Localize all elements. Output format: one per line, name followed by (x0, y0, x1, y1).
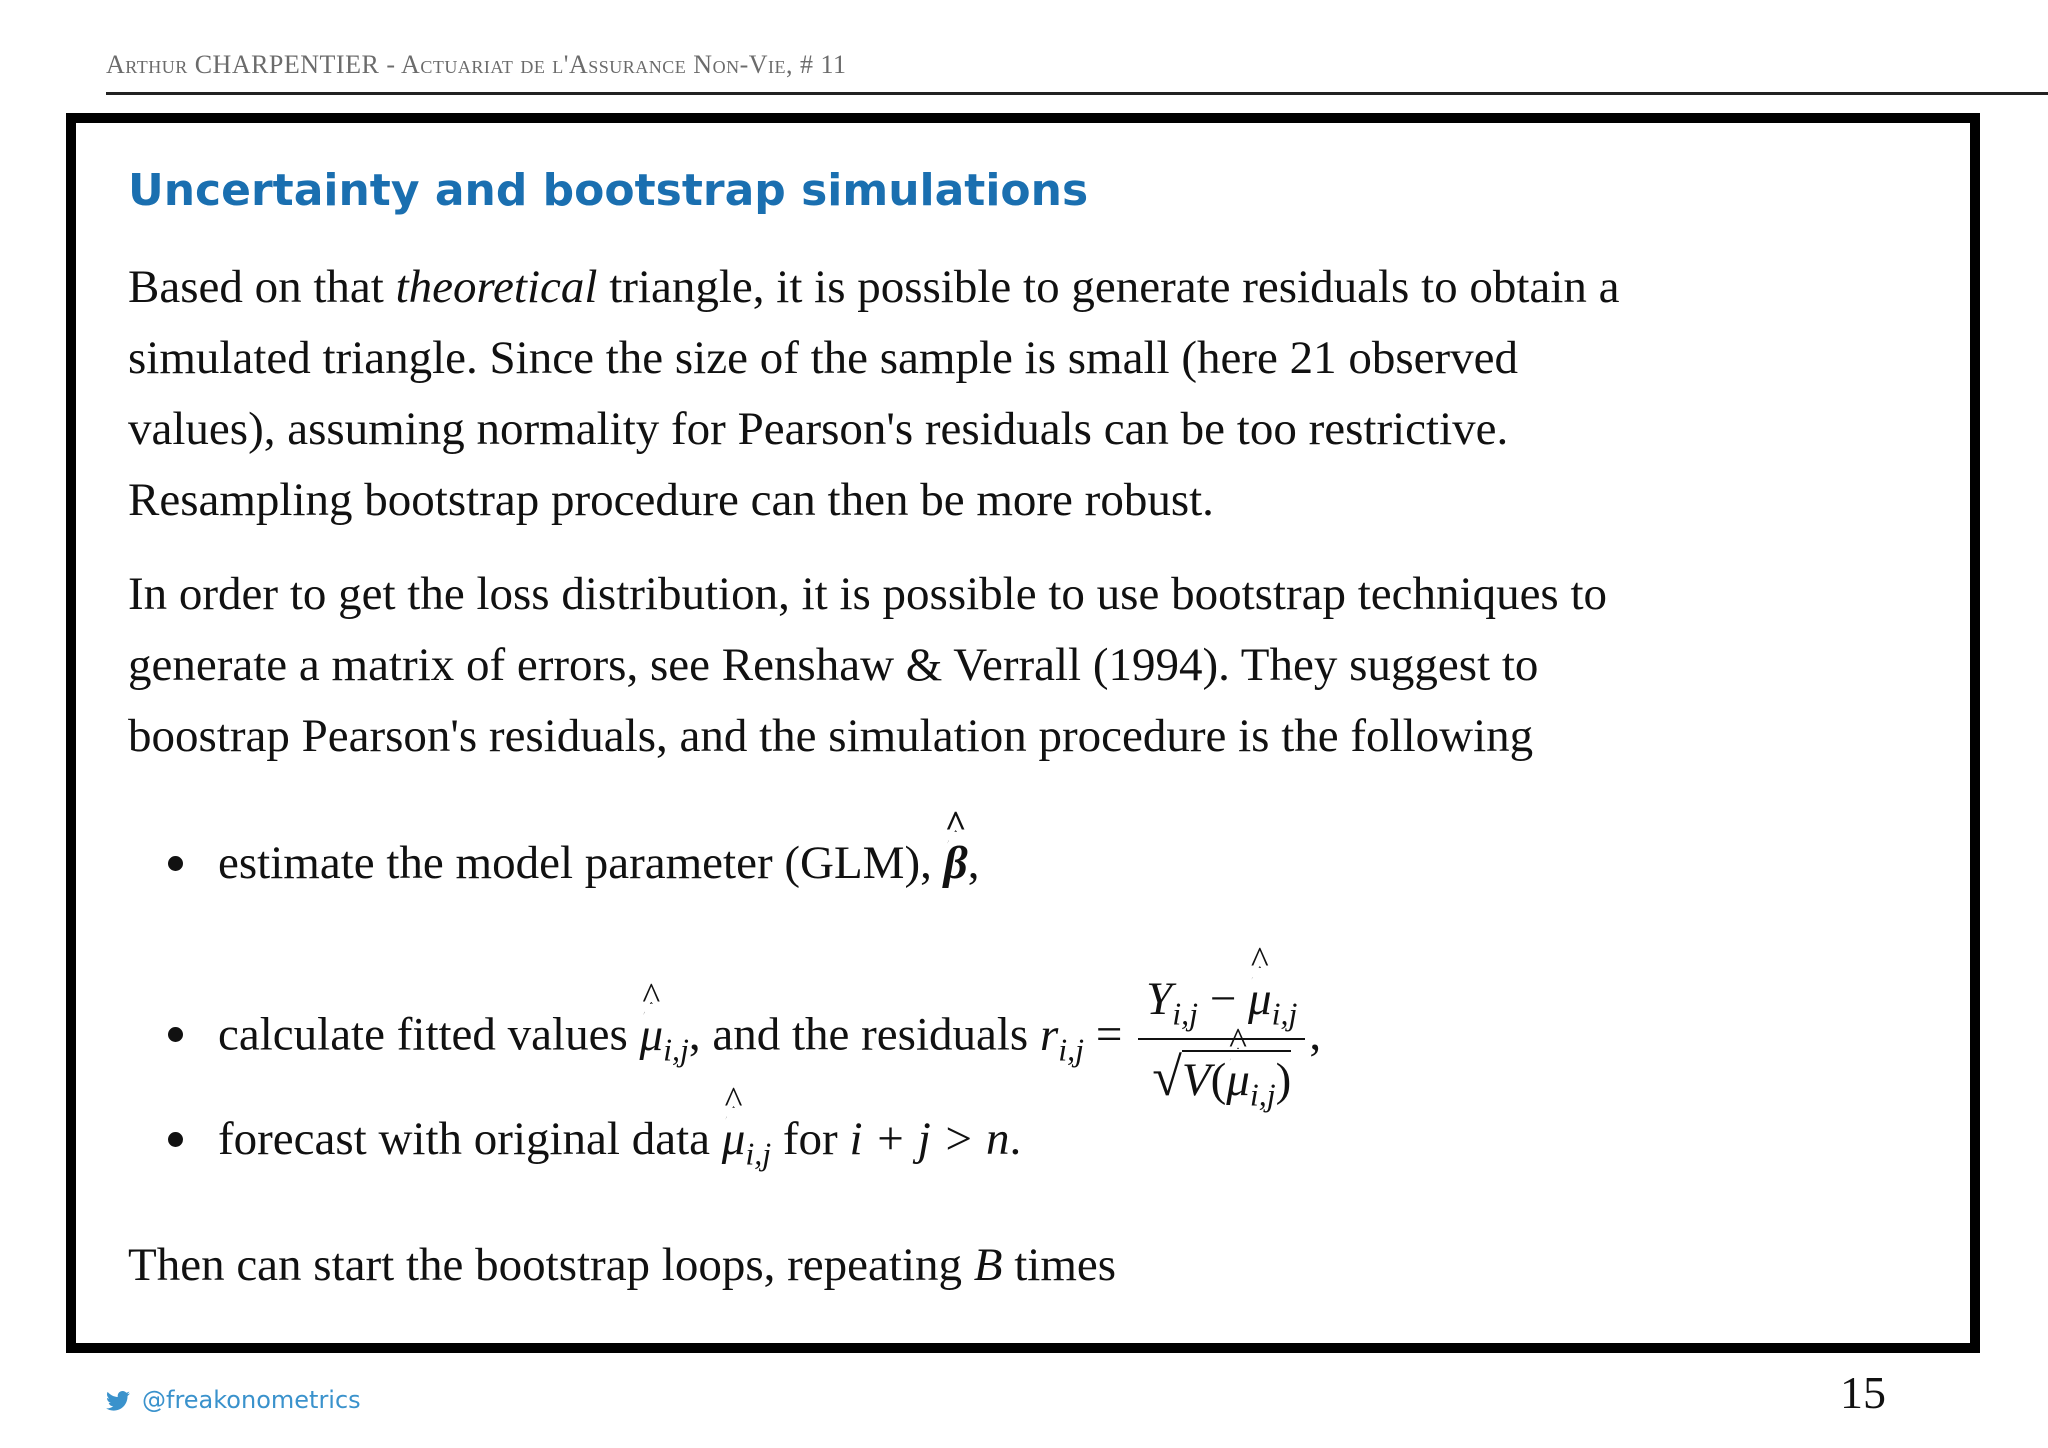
hat-accent: ^ (642, 975, 661, 1018)
twitter-handle[interactable] (106, 1386, 361, 1414)
bullet-forecast (168, 1080, 1022, 1172)
twitter-bird-icon (106, 1391, 130, 1411)
bullet-punct: , (1309, 1008, 1322, 1061)
bullet-text: forecast with original data (218, 1113, 722, 1165)
hat-accent: ^ (724, 1080, 743, 1122)
condition-expression: i + j > n (849, 1113, 1010, 1165)
paren-open: ( (1210, 1054, 1227, 1107)
paragraph-2-line-3: boostrap Pearson's residuals, and the simulation procedure is the following (128, 710, 1534, 762)
paragraph-1 (128, 252, 1619, 536)
sqrt-body (1181, 1021, 1292, 1113)
mu-hat (639, 975, 664, 1062)
bullet-text: estimate the model parameter (GLM), (218, 837, 944, 889)
hat-accent: ^ (1229, 1021, 1247, 1064)
mu-hat (1226, 1021, 1250, 1107)
bullet-text: for (771, 1113, 850, 1165)
mu-symbol: μ (721, 1113, 746, 1165)
bullet-dot-icon (168, 1132, 183, 1147)
y-symbol: Y (1146, 973, 1173, 1025)
running-header: Arthur CHARPENTIER - Actuariat de l'Assurance Non-Vie, # 11 (106, 50, 847, 79)
minus-sign: − (1198, 973, 1249, 1025)
subscript-ij: i,j (663, 1031, 689, 1068)
paragraph-1-line-4: Resampling bootstrap procedure can then be more robust. (128, 474, 1214, 526)
paragraph-1-line-3: values), assuming normality for Pearson's residuals can be too restrictive. (128, 403, 1509, 455)
mu-symbol: μ (1226, 1054, 1250, 1107)
mu-hat (1248, 940, 1272, 1026)
subscript-ij: i,j (1249, 1076, 1276, 1113)
v-symbol: V (1181, 1054, 1211, 1107)
slide-title: Uncertainty and bootstrap simulations (128, 165, 1089, 216)
pearson-residual-fraction (1138, 940, 1305, 1114)
handle-text: @freakonometrics (142, 1386, 361, 1414)
hat-accent: ^ (944, 804, 967, 846)
r-ij (1039, 1008, 1085, 1068)
sqrt-icon: √ (1152, 1047, 1182, 1108)
subscript-ij: i,j (1172, 995, 1198, 1032)
text-span: times (1002, 1239, 1117, 1291)
beta-symbol: β (943, 837, 968, 889)
mu-hat (721, 1080, 746, 1166)
paren-close: ) (1275, 1054, 1292, 1107)
paragraph-1-line-1 (128, 252, 1619, 323)
equals-sign: = (1084, 1008, 1135, 1061)
bullet-text: , and the residuals (688, 1008, 1040, 1061)
mu-hat-ij (639, 975, 689, 1068)
r-symbol: r (1039, 1008, 1059, 1061)
fraction-numerator (1138, 940, 1305, 1040)
bullet-dot-icon (168, 1027, 183, 1042)
paragraph-2 (128, 559, 1607, 772)
emphasis-text: theoretical (395, 261, 598, 313)
paragraph-3 (128, 1238, 1116, 1292)
mu-hat-ij (721, 1080, 772, 1172)
mu-symbol: μ (639, 1008, 664, 1061)
bullet-estimate (168, 804, 980, 890)
subscript-ij: i,j (745, 1135, 772, 1172)
b-symbol: B (973, 1239, 1003, 1291)
hat-accent: ^ (1250, 940, 1269, 982)
text-span: Based on that (128, 261, 396, 313)
subscript-ij: i,j (1058, 1031, 1085, 1068)
text-span: Then can start the bootstrap loops, repeating (128, 1239, 974, 1291)
mu-symbol: μ (1248, 973, 1272, 1025)
paragraph-1-line-2: simulated triangle. Since the size of the sample is small (here 21 observed (128, 332, 1519, 384)
bullet-punct: , (967, 837, 980, 889)
fraction-denominator (1138, 1021, 1305, 1113)
paragraph-2-line-2: generate a matrix of errors, see Renshaw & Verrall (1994). They suggest to (128, 639, 1539, 691)
header-rule (106, 92, 2048, 95)
bullet-punct: . (1009, 1113, 1022, 1165)
beta-hat-symbol (943, 804, 968, 890)
bullet-dot-icon (168, 856, 183, 871)
text-span: triangle, it is possible to generate residuals to obtain a (597, 261, 1620, 313)
page-number: 15 (1840, 1367, 1886, 1418)
subscript-ij: i,j (1271, 995, 1298, 1032)
bullet-text: calculate fitted values (218, 1008, 640, 1061)
paragraph-2-line-1: In order to get the loss distribution, it is possible to use bootstrap techniques to (128, 568, 1608, 620)
